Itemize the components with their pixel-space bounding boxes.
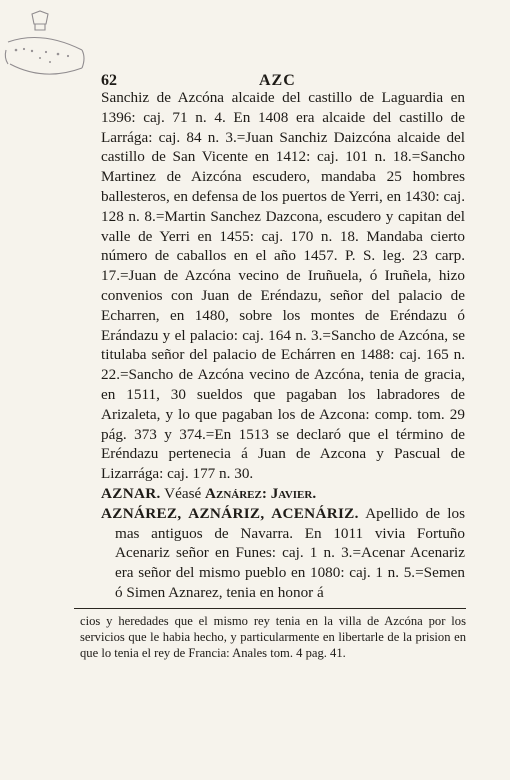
footnote-rule [74, 608, 466, 609]
xref-target: Aznárez: Javier. [205, 484, 317, 502]
xref-headword: AZNAR. [101, 484, 161, 502]
dictionary-entry [101, 504, 465, 603]
page-number: 62 [101, 72, 117, 89]
footnote: cios y heredades que el mismo rey tenia en la villa de Azcóna por los servicios que le habia hecho, y particularmente en libertarle de la prision en que lo tenia el rey de Francia: Anales tom. 4 pag. 41. [80, 614, 466, 660]
cross-reference-entry [101, 484, 465, 504]
continued-entry-paragraph: Sanchiz de Azcóna alcaide del castillo de Laguardia en 1396: caj. 71 n. 4. En 1408 era alcaide del castillo de Larrága: caj. 84 n. 3.=Juan Sanchiz Daizcóna alcaide del castillo de San Vicente en 1412: caj. 101 n. 18.=Sancho Martinez de Aizcóna escudero, mandaba 25 hombres ballesteros, en defensa de los puertos de Yerri, en 1430: caj. 128 n. 8.=Martin Sanchez Dazcona, escudero y capitan del valle de Yerri en 1455: caj. 170 n. 18. Mandaba cierto número de caballos en el año 1457. P. S. leg. 23 carp. 17.=Juan de Azcóna vecino de Iruñuela, ó Iruñela, hizo convenios con Juan de Eréndazu, señor del palacio de Echarren, en 1480, sobre los montes de Eréndazu ó Erándazu y el palacio: caj. 164 n. 3.=Sancho de Azcóna, se titulaba señor del palacio de Echárren en 1488: caj. 165 n. 22.=Sancho de Azcóna vecino de Azcóna, tenia de gracia, en 1511, 30 sueldos que pagaban los labradores de Arizaleta, y lo que pagaban los de Azcona: comp. tom. 29 pág. 373 y 374.=En 1513 se declaró que el término de Eréndazu pertenecia á Juan de Azcona y Pascual de Lizarrága: caj. 177 n. 30. [101, 89, 465, 483]
main-text [101, 88, 465, 603]
xref-see-label: Véasé [164, 484, 202, 502]
library-stamp [2, 6, 86, 86]
entry-headwords: AZNÁREZ, AZNÁRIZ, ACENÁRIZ. [101, 504, 359, 522]
entry-text: Apellido de los mas antiguos de Navarra. En 1011 vivia Fortuño Acenariz señor en Funes: caj. 1 n. 3.=Acenar Acenariz era señor del mismo pueblo en 1080: caj. 1 n. 5.=Semen ó Simen Aznarez, tenia en honor á [115, 504, 465, 601]
running-head: AZC [259, 72, 296, 89]
